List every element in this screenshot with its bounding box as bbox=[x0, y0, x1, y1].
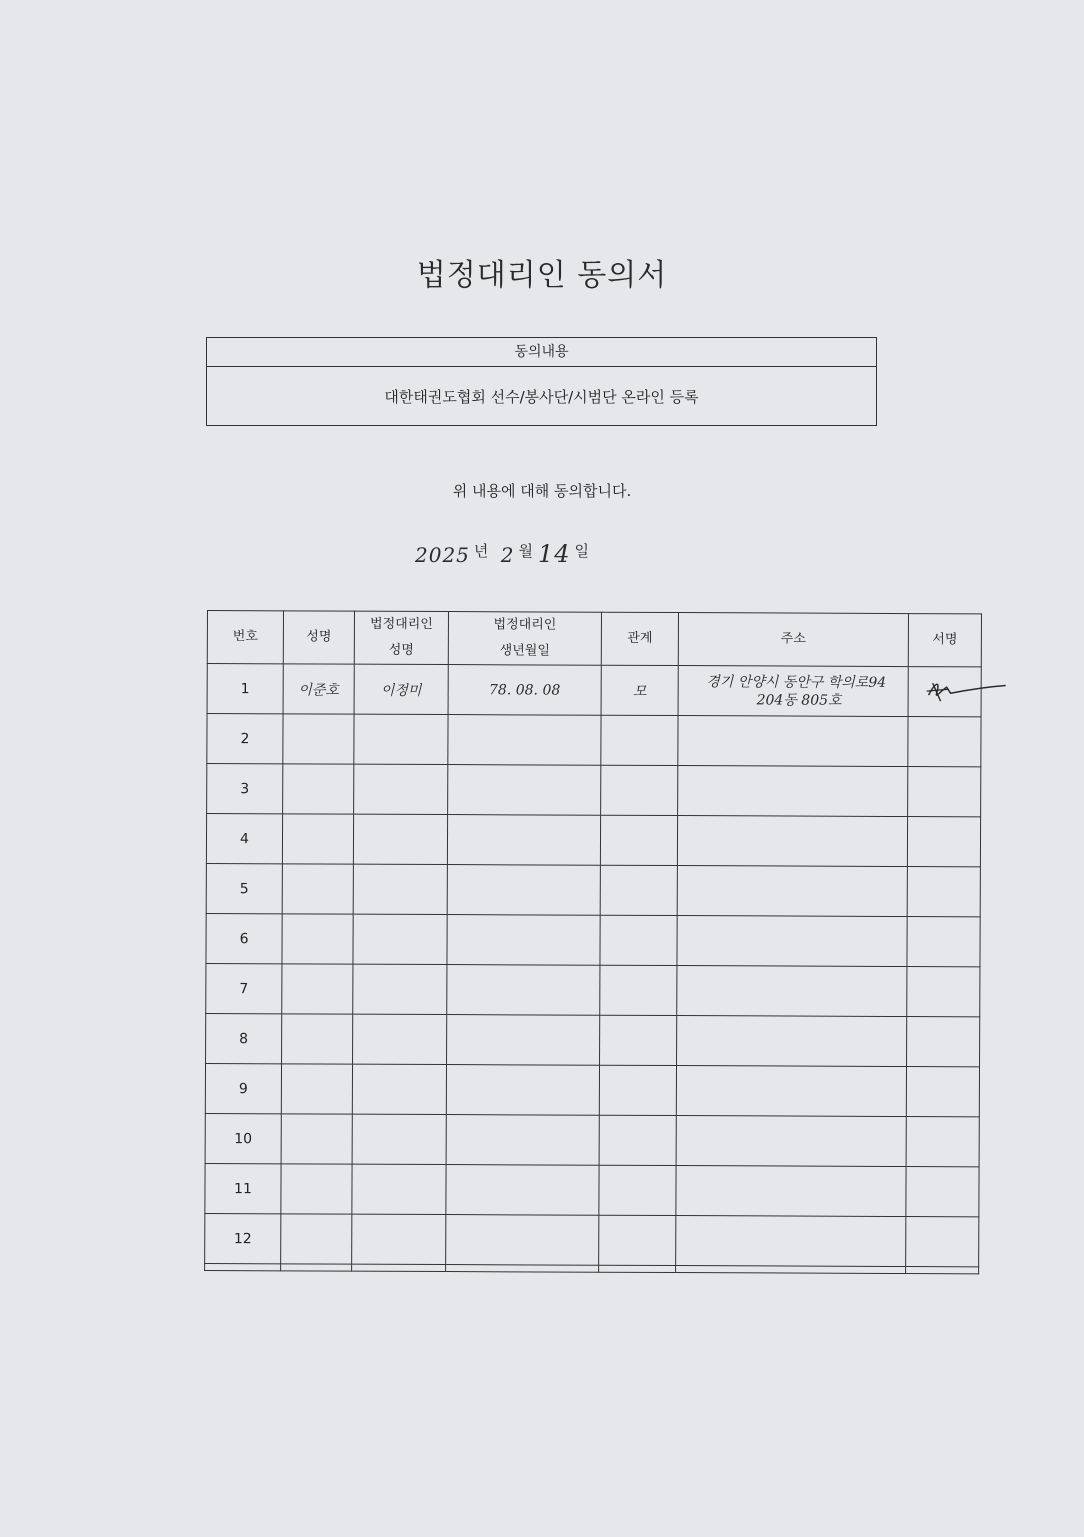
date-month: 2 bbox=[500, 543, 515, 567]
table-row bbox=[206, 1013, 980, 1066]
date-year-unit: 년 bbox=[473, 542, 490, 560]
table-row bbox=[206, 814, 980, 867]
table-row bbox=[207, 664, 981, 717]
row-no: 4 bbox=[206, 814, 282, 864]
header-relation: 관계 bbox=[601, 612, 678, 665]
header-guardian-birth-line2: 생년월일 bbox=[499, 643, 550, 659]
row-address-line1: 경기 안양시 동안구 학의로94 bbox=[706, 673, 887, 691]
date-day: 14 bbox=[538, 540, 571, 568]
row-no: 6 bbox=[206, 913, 282, 963]
header-guardian-name bbox=[354, 611, 448, 664]
table-row bbox=[207, 714, 981, 767]
consent-body: 대한태권도협회 선수/봉사단/시범단 온라인 등록 bbox=[384, 388, 699, 406]
document-title: 법정대리인 동의서 bbox=[416, 258, 668, 293]
table-row bbox=[205, 1163, 979, 1216]
guardian-roster-table bbox=[204, 610, 982, 1274]
header-name: 성명 bbox=[283, 611, 354, 664]
date-day-unit: 일 bbox=[574, 542, 591, 560]
row-name: 이준호 bbox=[283, 664, 354, 714]
row-no: 9 bbox=[205, 1063, 281, 1113]
row-no: 7 bbox=[206, 963, 282, 1013]
row-no: 1 bbox=[207, 664, 283, 714]
table-row bbox=[206, 963, 980, 1016]
table-row bbox=[206, 863, 980, 916]
signed-date bbox=[415, 540, 594, 568]
row-no: 5 bbox=[206, 863, 282, 913]
row-no: 2 bbox=[207, 714, 283, 764]
row-no: 12 bbox=[205, 1213, 281, 1263]
consent-box bbox=[206, 337, 877, 426]
row-no: 11 bbox=[205, 1163, 281, 1213]
header-no: 번호 bbox=[207, 611, 283, 664]
header-guardian-name-line2: 성명 bbox=[388, 642, 414, 658]
header-guardian-name-line1: 법정대리인 bbox=[370, 616, 433, 632]
date-month-unit: 월 bbox=[518, 542, 534, 560]
row-no: 8 bbox=[206, 1013, 282, 1063]
consent-header: 동의내용 bbox=[207, 338, 876, 367]
row-no: 10 bbox=[205, 1113, 281, 1163]
signature-mark bbox=[921, 669, 1011, 709]
table-header-row bbox=[207, 611, 981, 667]
header-guardian-birth-line1: 법정대리인 bbox=[493, 617, 557, 633]
table-row bbox=[207, 764, 981, 817]
table-row bbox=[206, 913, 980, 966]
agree-statement: 위 내용에 대해 동의합니다. bbox=[452, 482, 632, 500]
header-signature: 서명 bbox=[908, 614, 981, 667]
row-guardian-name: 이정미 bbox=[354, 664, 448, 714]
table-row bbox=[205, 1063, 979, 1116]
header-guardian-birth bbox=[448, 612, 601, 666]
row-signature bbox=[908, 667, 981, 717]
row-relation: 모 bbox=[601, 665, 678, 715]
row-address-line2: 204동 805호 bbox=[756, 691, 842, 709]
row-address bbox=[678, 666, 908, 717]
row-no: 3 bbox=[207, 764, 283, 814]
header-address: 주소 bbox=[678, 613, 908, 667]
date-year: 2025 bbox=[415, 543, 470, 567]
table-row bbox=[205, 1113, 979, 1166]
table-row bbox=[205, 1213, 979, 1266]
row-guardian-birth: 78. 08. 08 bbox=[448, 665, 601, 716]
